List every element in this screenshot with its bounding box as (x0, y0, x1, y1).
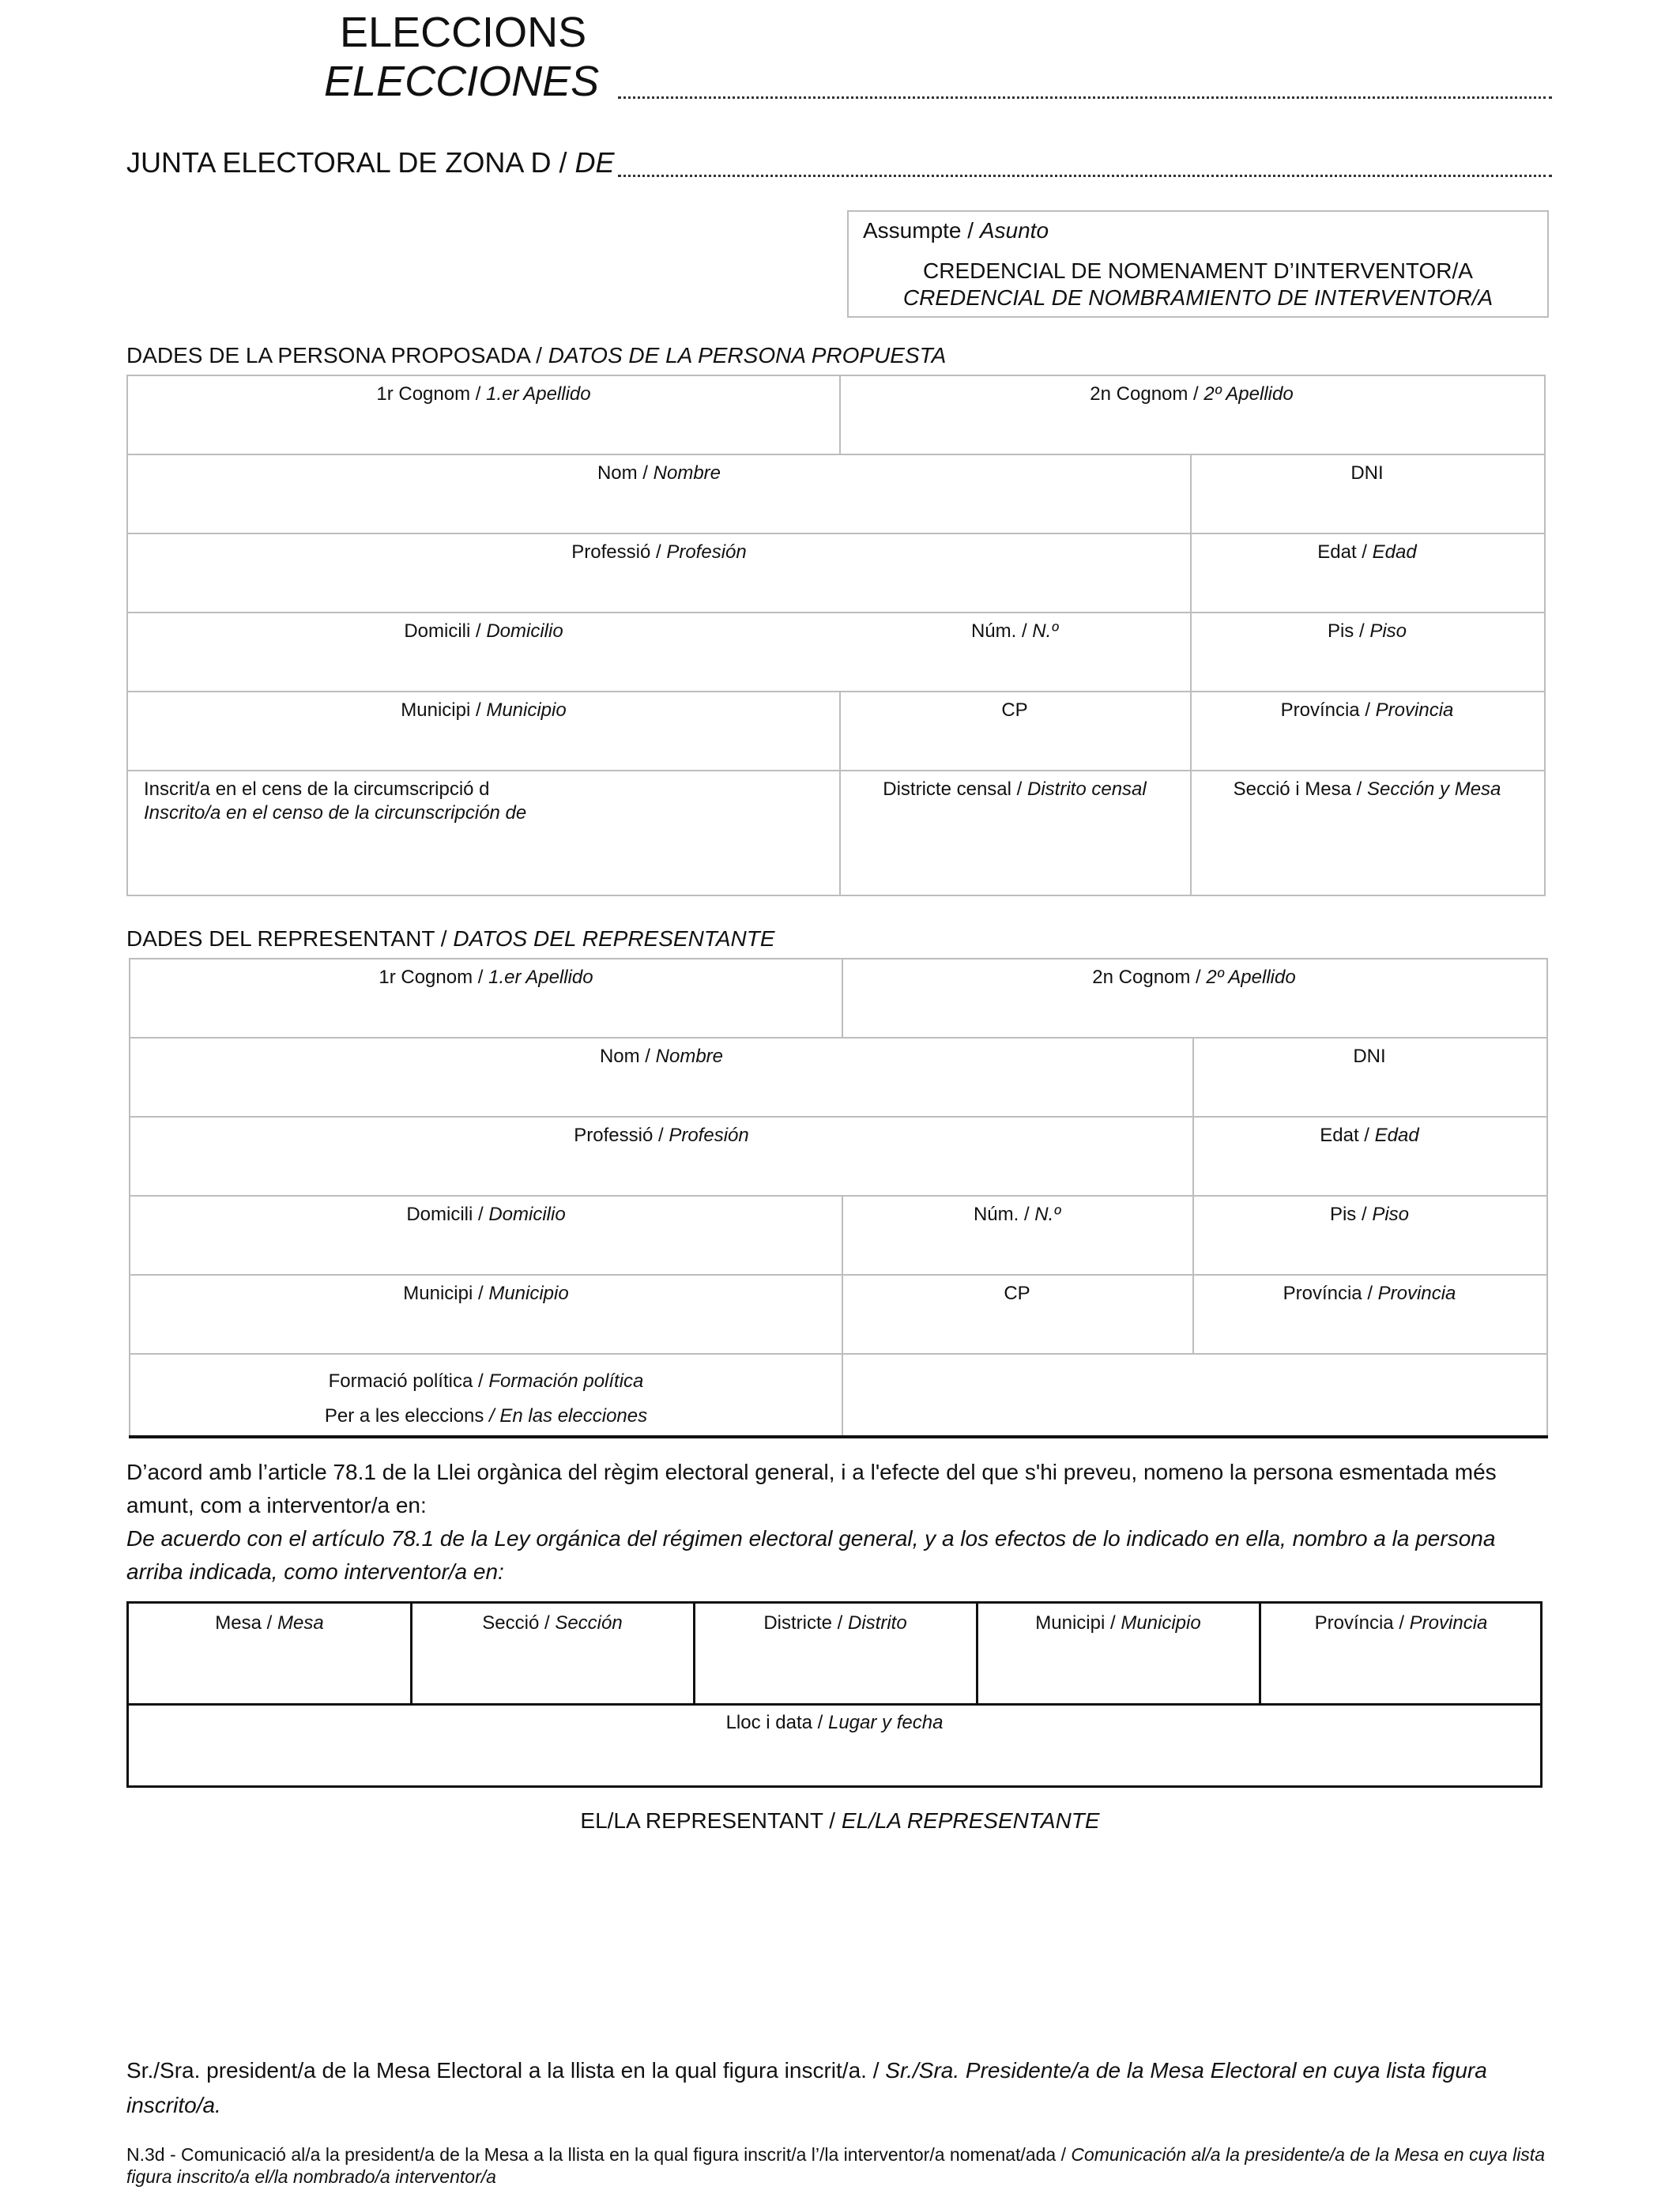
person-apellido1-es: 1.er Apellido (486, 383, 591, 405)
person-distrito-es: Distrito censal (1027, 778, 1147, 800)
person-edad-field[interactable] (1190, 534, 1544, 564)
person-heading-es: DATOS DE LA PERSONA PROPUESTA (548, 343, 947, 368)
person-provincia-field[interactable] (1190, 692, 1544, 722)
rep-municipio-ca: Municipi / (403, 1283, 484, 1304)
subject-box (847, 210, 1549, 318)
person-inscrito-es: Inscrito/a en el censo de la circunscripción de (144, 802, 527, 824)
rep-apellido2-field[interactable] (842, 959, 1546, 990)
person-apellido2-field[interactable] (839, 376, 1544, 406)
distrito-ca: Districte / (763, 1612, 843, 1634)
form-code-ca: N.3d - Comunicació al/a la president/a de la Mesa a la llista en la qual figura inscrit/a l’/la interventor/a nomenat/ada / (126, 2144, 1066, 2165)
person-apellido1-ca: 1r Cognom / (376, 383, 481, 405)
person-municipio-field[interactable] (128, 692, 839, 722)
mesa-ca: Mesa / (215, 1612, 273, 1634)
person-apellido2-ca: 2n Cognom / (1090, 383, 1199, 405)
mesa-table (126, 1601, 1543, 1788)
person-piso-ca: Pis / (1327, 620, 1365, 642)
rep-piso-es: Piso (1372, 1204, 1410, 1225)
person-num-ca: Núm. / (970, 620, 1027, 642)
person-num-es: N.º (1032, 620, 1059, 642)
provincia-es: Provincia (1409, 1612, 1488, 1634)
rep-elecciones-ca: Per a les eleccions (324, 1405, 484, 1427)
person-distrito-field[interactable] (839, 771, 1190, 801)
rep-dni-field[interactable]: DNI (1353, 1046, 1386, 1067)
person-domicilio-field[interactable] (128, 613, 839, 643)
provincia-field[interactable] (1260, 1612, 1542, 1635)
rep-apellido1-ca: 1r Cognom / (379, 967, 484, 988)
junta-label-es: DE (574, 146, 615, 179)
provincia-ca: Província / (1314, 1612, 1404, 1634)
rep-heading-ca: DADES DEL REPRESENTANT / (126, 926, 447, 951)
signature-area[interactable] (474, 1849, 1206, 2023)
rep-domicilio-es: Domicilio (488, 1204, 566, 1225)
rep-elecciones-es: / En las elecciones (489, 1405, 648, 1427)
person-piso-field[interactable] (1190, 613, 1544, 643)
junta-fill-line[interactable] (618, 167, 1552, 177)
person-data-table (126, 375, 1546, 896)
person-municipio-ca: Municipi / (401, 699, 481, 721)
person-seccion-es: Sección y Mesa (1367, 778, 1501, 800)
rep-edad-es: Edad (1374, 1125, 1419, 1146)
lugar-fecha-es: Lugar y fecha (827, 1712, 944, 1733)
nomination-paragraph-ca: D’acord amb l’article 78.1 de la Llei orgànica del règim electoral general, i a l'efecte del que s'hi preveu, nomeno la persona esmentada més amunt, com a interventor/a en: (126, 1460, 1497, 1517)
rep-formacion-es: Formación política (488, 1370, 644, 1392)
subject-label-es: Asunto (979, 218, 1049, 243)
lugar-fecha-ca: Lloc i data / (725, 1712, 823, 1733)
person-edad-ca: Edat / (1317, 541, 1367, 563)
seccion-ca: Secció / (482, 1612, 550, 1634)
rep-num-ca: Núm. / (973, 1204, 1030, 1225)
nomination-paragraph (126, 1456, 1549, 1589)
distrito-es: Distrito (848, 1612, 907, 1634)
person-piso-es: Piso (1369, 620, 1407, 642)
rep-provincia-es: Provincia (1377, 1283, 1456, 1304)
subject-label-ca: Assumpte / (863, 218, 974, 243)
person-section-heading (126, 341, 946, 370)
signature-label (0, 1807, 1680, 1835)
person-provincia-es: Provincia (1375, 699, 1454, 721)
distrito-field[interactable] (695, 1612, 976, 1635)
rep-num-field[interactable] (842, 1197, 1192, 1227)
person-distrito-ca: Districte censal / (883, 778, 1023, 800)
rep-domicilio-ca: Domicili / (406, 1204, 484, 1225)
title-catalan: ELECCIONS (340, 9, 587, 56)
elections-fill-line[interactable] (618, 89, 1552, 99)
person-cp-field[interactable]: CP (1001, 699, 1028, 721)
person-seccion-field[interactable] (1190, 771, 1544, 801)
addressee-text (126, 2053, 1549, 2123)
rep-formacion-text (130, 1364, 842, 1399)
person-profesion-ca: Professió / (571, 541, 661, 563)
person-municipio-es: Municipio (486, 699, 567, 721)
person-heading-ca: DADES DE LA PERSONA PROPOSADA / (126, 343, 542, 368)
person-profesion-es: Profesión (666, 541, 747, 563)
person-nombre-field[interactable] (128, 455, 1190, 485)
rep-apellido1-field[interactable] (130, 959, 842, 990)
signature-ca: EL/LA REPRESENTANT / (580, 1808, 836, 1833)
rep-heading-es: DATOS DEL REPRESENTANTE (453, 926, 775, 951)
rep-nombre-es: Nombre (655, 1046, 724, 1067)
rep-domicilio-field[interactable] (130, 1197, 842, 1227)
person-nombre-es: Nombre (653, 462, 721, 484)
person-dni-field[interactable]: DNI (1350, 462, 1384, 484)
person-domicilio-ca: Domicili / (404, 620, 481, 642)
person-edad-es: Edad (1372, 541, 1417, 563)
person-inscrito-field[interactable] (144, 771, 823, 825)
seccion-field[interactable] (412, 1612, 693, 1635)
rep-apellido2-ca: 2n Cognom / (1092, 967, 1201, 988)
rep-profesion-es: Profesión (669, 1125, 749, 1146)
rep-formacion-ca: Formació política / (328, 1370, 484, 1392)
person-num-field[interactable] (839, 613, 1190, 643)
rep-data-table (129, 958, 1548, 1437)
subject-line-ca: CREDENCIAL DE NOMENAMENT D’INTERVENTOR/A (923, 258, 1473, 283)
mesa-es: Mesa (277, 1612, 324, 1634)
subject-line-es: CREDENCIAL DE NOMBRAMIENTO DE INTERVENTOR/A (902, 285, 1494, 310)
rep-nombre-ca: Nom / (599, 1046, 650, 1067)
rep-cp-field[interactable]: CP (1004, 1283, 1030, 1304)
lugar-fecha-field[interactable] (129, 1711, 1540, 1735)
person-apellido2-es: 2º Apellido (1203, 383, 1294, 405)
rep-profesion-ca: Professió / (574, 1125, 664, 1146)
signature-es: EL/LA REPRESENTANTE (841, 1808, 1100, 1833)
rep-elecciones-text (130, 1399, 842, 1434)
addressee-ca: Sr./Sra. president/a de la Mesa Electoral a la llista en la qual figura inscrit/a. / (126, 2058, 880, 2083)
rep-municipio-es: Municipio (488, 1283, 569, 1304)
person-seccion-ca: Secció i Mesa / (1233, 778, 1362, 800)
addressee-es: Sr./Sra. Presidente/a de la Mesa Electoral en cuya lista figura inscrito/a. (126, 2058, 1487, 2117)
rep-apellido1-es: 1.er Apellido (488, 967, 593, 988)
municipio-es: Municipio (1121, 1612, 1201, 1634)
rep-edad-ca: Edat / (1320, 1125, 1369, 1146)
rep-piso-ca: Pis / (1329, 1204, 1367, 1225)
form-code-es: Comunicación al/a la presidente/a de la Mesa en cuya lista figura inscrito/a el/la nombrado/a interventor/a (126, 2144, 1545, 2187)
mesa-field[interactable] (129, 1612, 410, 1635)
rep-apellido2-es: 2º Apellido (1206, 967, 1296, 988)
municipio-ca: Municipi / (1035, 1612, 1116, 1634)
rep-provincia-field[interactable] (1192, 1276, 1546, 1306)
person-inscrito-ca: Inscrit/a en el cens de la circumscripció d (144, 778, 490, 800)
rep-municipio-field[interactable] (130, 1276, 842, 1306)
seccion-es: Sección (555, 1612, 623, 1634)
junta-label (126, 145, 615, 180)
rep-formacion-field[interactable] (843, 1355, 1546, 1438)
person-apellido1-field[interactable] (128, 376, 839, 406)
rep-profesion-field[interactable] (130, 1118, 1192, 1148)
rep-provincia-ca: Província / (1283, 1283, 1373, 1304)
subject-label (863, 217, 1049, 245)
person-domicilio-es: Domicilio (486, 620, 563, 642)
form-code-text (126, 2143, 1549, 2188)
rep-nombre-field[interactable] (130, 1039, 1192, 1069)
person-profesion-field[interactable] (128, 534, 1190, 564)
rep-num-es: N.º (1034, 1204, 1061, 1225)
nomination-paragraph-es: De acuerdo con el artículo 78.1 de la Ley orgánica del régimen electoral general, y a los efectos de lo indicado en ella, nombro a la persona arriba indicada, como interventor/a en: (126, 1526, 1496, 1584)
municipio-field[interactable] (977, 1612, 1259, 1635)
title-spanish: ELECCIONES (324, 58, 600, 105)
junta-label-ca: JUNTA ELECTORAL DE ZONA D / (126, 146, 567, 179)
person-nombre-ca: Nom / (597, 462, 648, 484)
rep-formacion-label (130, 1358, 842, 1434)
rep-piso-field[interactable] (1192, 1197, 1546, 1227)
rep-section-heading (126, 925, 775, 953)
rep-edad-field[interactable] (1192, 1118, 1546, 1148)
person-provincia-ca: Província / (1280, 699, 1370, 721)
